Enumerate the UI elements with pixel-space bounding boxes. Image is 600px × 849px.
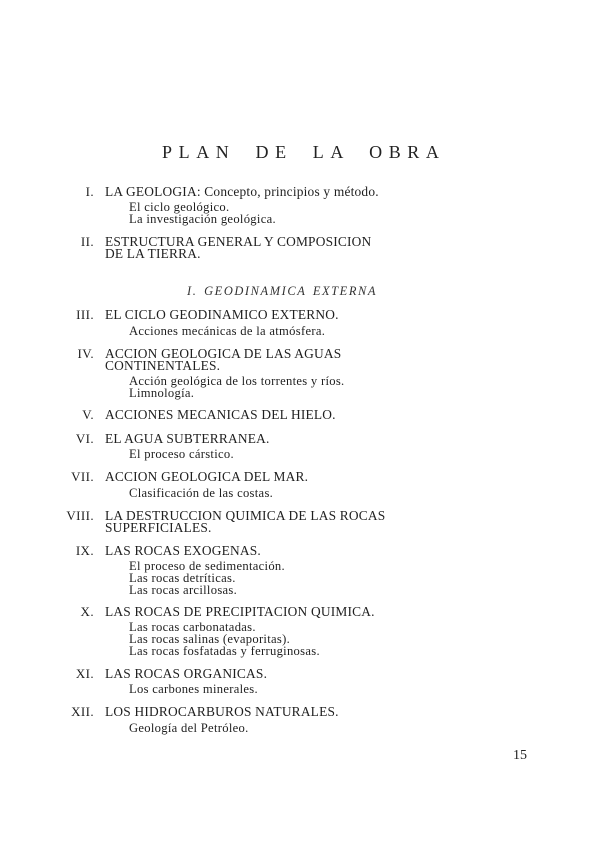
section-heading-line: LOS HIDROCARBUROS NATURALES. — [105, 704, 339, 719]
section-heading-line: CONTINENTALES. — [105, 358, 221, 374]
section-number: IX. — [75, 543, 94, 558]
section-number: VI. — [75, 431, 94, 446]
section-heading-line: LAS ROCAS EXOGENAS. — [105, 543, 261, 558]
section-subtopics — [129, 201, 276, 225]
page-title: PLAN DE LA OBRA — [162, 142, 446, 162]
section-subtopics — [129, 448, 234, 460]
subtopic: Acciones mecánicas de la atmósfera. — [129, 324, 326, 338]
section-heading — [105, 606, 425, 618]
subtopic: El proceso de sedimentación. — [129, 559, 285, 573]
section-heading-line: LA DESTRUCCION QUIMICA DE LAS ROCAS — [105, 508, 386, 523]
subtopic: Las rocas fosfatadas y ferruginosas. — [129, 644, 320, 659]
section-number: I. — [85, 184, 94, 199]
section-heading-line: ACCION GEOLOGICA DEL MAR. — [105, 469, 309, 484]
part-heading: I. GEODINAMICA EXTERNA — [187, 284, 378, 298]
section-subtopics — [129, 487, 273, 499]
section-heading — [105, 186, 425, 198]
section-heading-line: EL AGUA SUBTERRANEA. — [105, 431, 270, 446]
subtopic: Clasificación de las costas. — [129, 486, 274, 500]
section-number: IV. — [77, 346, 94, 361]
section-heading-line: LAS ROCAS ORGANICAS. — [105, 666, 268, 681]
section-heading — [105, 545, 425, 557]
section-heading — [105, 471, 425, 483]
subtopic: Las rocas salinas (evaporitas). — [129, 632, 291, 647]
section-heading — [105, 510, 425, 534]
section-heading-line: ACCION GEOLOGICA DE LAS AGUAS — [105, 346, 342, 361]
subtopic: Las rocas arcillosas. — [129, 583, 238, 598]
section-heading-line: DE LA TIERRA. — [105, 246, 201, 262]
subtopic: Geología del Petróleo. — [129, 721, 249, 735]
section-heading-line: LA GEOLOGIA: Concepto, principios y método. — [105, 184, 379, 199]
section-heading-line: ESTRUCTURA GENERAL Y COMPOSICION — [105, 234, 372, 249]
section-heading-line: ACCIONES MECANICAS DEL HIELO. — [105, 407, 336, 422]
section-number: X. — [80, 604, 94, 619]
subtopic: Los carbones minerales. — [129, 682, 258, 696]
section-heading — [105, 236, 425, 260]
section-subtopics — [129, 683, 258, 695]
section-number: XII. — [71, 704, 94, 719]
section-heading — [105, 309, 425, 321]
section-number: II. — [80, 234, 94, 249]
section-subtopics — [129, 325, 325, 337]
section-number: V. — [82, 407, 94, 422]
section-number: VII. — [71, 469, 94, 484]
subtopic: Acción geológica de los torrentes y ríos. — [129, 374, 345, 388]
subtopic: Las rocas detríticas. — [129, 571, 236, 586]
subtopic: La investigación geológica. — [129, 212, 276, 227]
subtopic: Las rocas carbonatadas. — [129, 620, 256, 634]
section-heading — [105, 409, 425, 421]
section-heading-line: LAS ROCAS DE PRECIPITACION QUIMICA. — [105, 604, 375, 619]
section-subtopics — [129, 560, 285, 597]
section-heading — [105, 706, 425, 718]
section-number: XI. — [75, 666, 94, 681]
section-heading — [105, 668, 425, 680]
subtopic: Limnología. — [129, 386, 195, 401]
section-heading-line: EL CICLO GEODINAMICO EXTERNO. — [105, 307, 339, 322]
section-heading — [105, 433, 425, 445]
page-number: 15 — [513, 748, 527, 763]
section-subtopics — [129, 621, 320, 658]
subtopic: El proceso cárstico. — [129, 447, 234, 461]
section-heading-line: SUPERFICIALES. — [105, 520, 212, 536]
subtopic: El ciclo geológico. — [129, 200, 230, 214]
section-number: VIII. — [66, 508, 94, 523]
section-subtopics — [129, 722, 249, 734]
section-heading — [105, 348, 425, 372]
section-number: III. — [76, 307, 94, 322]
section-subtopics — [129, 375, 345, 399]
